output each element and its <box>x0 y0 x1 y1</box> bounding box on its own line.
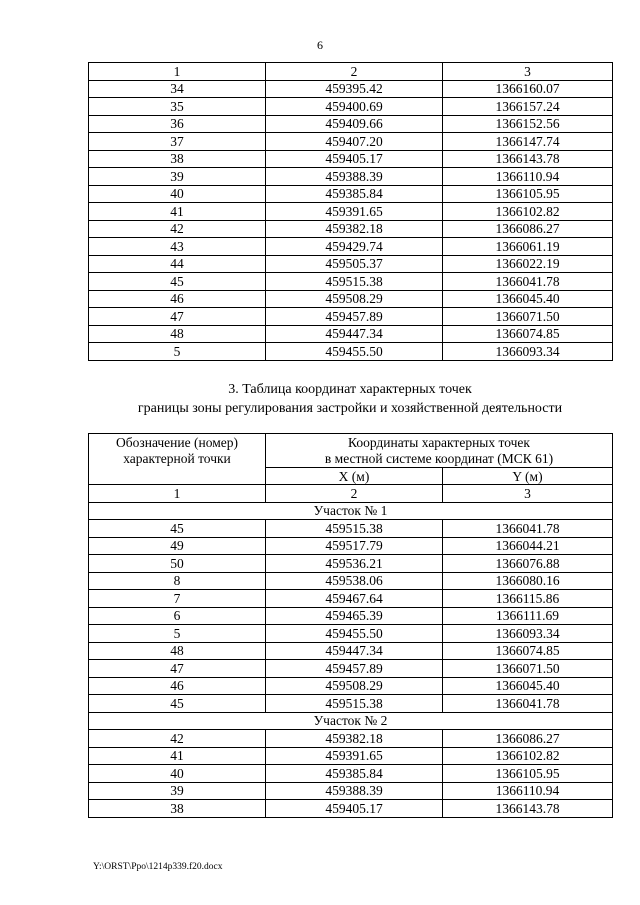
table-row <box>89 607 613 625</box>
x-coordinate: 459385.84 <box>266 765 443 783</box>
y-coordinate: 1366076.88 <box>443 555 613 573</box>
x-coordinate: 459505.37 <box>266 255 443 273</box>
point-number: 38 <box>89 800 266 818</box>
x-coordinate: 459391.65 <box>266 747 443 765</box>
y-coordinate: 1366143.78 <box>443 800 613 818</box>
x-coordinate: 459515.38 <box>266 695 443 713</box>
x-coordinate: 459465.39 <box>266 607 443 625</box>
point-number: 6 <box>89 607 266 625</box>
x-coordinate: 459391.65 <box>266 203 443 221</box>
x-coordinate: 459457.89 <box>266 308 443 326</box>
point-number: 42 <box>89 220 266 238</box>
y-column-header: Y (м) <box>443 468 613 485</box>
x-coordinate: 459538.06 <box>266 572 443 590</box>
y-coordinate: 1366071.50 <box>443 660 613 678</box>
point-number: 7 <box>89 590 266 608</box>
y-coordinate: 1366022.19 <box>443 255 613 273</box>
x-coordinate: 459388.39 <box>266 782 443 800</box>
y-coordinate: 1366044.21 <box>443 537 613 555</box>
table-row <box>89 255 613 273</box>
section-label-row <box>89 502 613 520</box>
point-number: 47 <box>89 660 266 678</box>
point-number: 39 <box>89 168 266 186</box>
section-label-row <box>89 712 613 730</box>
y-coordinate: 1366105.95 <box>443 765 613 783</box>
x-coordinate: 459400.69 <box>266 98 443 116</box>
point-designation-header <box>89 434 266 485</box>
page-number: 6 <box>317 38 323 52</box>
table-row <box>89 660 613 678</box>
table-row <box>89 642 613 660</box>
point-number: 5 <box>89 625 266 643</box>
y-coordinate: 1366111.69 <box>443 607 613 625</box>
point-number: 34 <box>89 80 266 98</box>
table-row <box>89 290 613 308</box>
y-coordinate: 1366105.95 <box>443 185 613 203</box>
point-number: 44 <box>89 255 266 273</box>
x-coordinate: 459467.64 <box>266 590 443 608</box>
table-row <box>89 730 613 748</box>
table-row <box>89 238 613 256</box>
column-numbers-row <box>89 485 613 503</box>
table-row <box>89 625 613 643</box>
x-coordinate: 459447.34 <box>266 642 443 660</box>
table-row <box>89 115 613 133</box>
x-coordinate: 459395.42 <box>266 80 443 98</box>
y-coordinate: 1366086.27 <box>443 220 613 238</box>
x-coordinate: 459447.34 <box>266 325 443 343</box>
coordinates-table-zone <box>88 433 613 818</box>
x-coordinate: 459405.17 <box>266 800 443 818</box>
x-coordinate: 459382.18 <box>266 220 443 238</box>
table-row <box>89 555 613 573</box>
header-line: Обозначение (номер) <box>116 435 238 450</box>
x-coordinate: 459405.17 <box>266 150 443 168</box>
table-row <box>89 800 613 818</box>
point-number: 35 <box>89 98 266 116</box>
y-coordinate: 1366157.24 <box>443 98 613 116</box>
x-coordinate: 459515.38 <box>266 273 443 291</box>
y-coordinate: 1366080.16 <box>443 572 613 590</box>
coordinates-header <box>266 434 613 468</box>
x-coordinate: 459407.20 <box>266 133 443 151</box>
y-coordinate: 1366110.94 <box>443 168 613 186</box>
table-row <box>89 203 613 221</box>
table-row <box>89 677 613 695</box>
y-coordinate: 1366041.78 <box>443 695 613 713</box>
x-coordinate: 459455.50 <box>266 625 443 643</box>
column-number: 2 <box>266 63 443 81</box>
table-row <box>89 308 613 326</box>
y-coordinate: 1366093.34 <box>443 343 613 361</box>
x-coordinate: 459515.38 <box>266 520 443 538</box>
point-number: 50 <box>89 555 266 573</box>
point-number: 40 <box>89 185 266 203</box>
y-coordinate: 1366110.94 <box>443 782 613 800</box>
point-number: 36 <box>89 115 266 133</box>
point-number: 48 <box>89 642 266 660</box>
y-coordinate: 1366045.40 <box>443 290 613 308</box>
table-row <box>89 98 613 116</box>
table-row <box>89 325 613 343</box>
x-coordinate: 459517.79 <box>266 537 443 555</box>
section-label: Участок № 2 <box>89 712 613 730</box>
header-line: характерной точки <box>123 451 231 466</box>
y-coordinate: 1366147.74 <box>443 133 613 151</box>
y-coordinate: 1366093.34 <box>443 625 613 643</box>
point-number: 46 <box>89 677 266 695</box>
x-coordinate: 459388.39 <box>266 168 443 186</box>
table-row <box>89 747 613 765</box>
x-coordinate: 459382.18 <box>266 730 443 748</box>
coordinates-table-continued <box>88 62 613 361</box>
table-body <box>89 63 613 361</box>
point-number: 5 <box>89 343 266 361</box>
point-number: 41 <box>89 203 266 221</box>
table-row <box>89 220 613 238</box>
column-number: 2 <box>266 485 443 503</box>
y-coordinate: 1366045.40 <box>443 677 613 695</box>
y-coordinate: 1366152.56 <box>443 115 613 133</box>
point-number: 49 <box>89 537 266 555</box>
y-coordinate: 1366074.85 <box>443 325 613 343</box>
x-coordinate: 459455.50 <box>266 343 443 361</box>
x-coordinate: 459429.74 <box>266 238 443 256</box>
table-row <box>89 537 613 555</box>
footer-file-path: Y:\ORST\Ppo\1214p339.f20.docx <box>93 862 223 872</box>
point-number: 43 <box>89 238 266 256</box>
table-row <box>89 133 613 151</box>
header-line: в местной системе координат (МСК 61) <box>324 451 554 466</box>
point-number: 48 <box>89 325 266 343</box>
table-row <box>89 343 613 361</box>
point-number: 46 <box>89 290 266 308</box>
table-row <box>89 168 613 186</box>
x-coordinate: 459409.66 <box>266 115 443 133</box>
point-number: 39 <box>89 782 266 800</box>
table-row <box>89 590 613 608</box>
y-coordinate: 1366160.07 <box>443 80 613 98</box>
y-coordinate: 1366071.50 <box>443 308 613 326</box>
point-number: 40 <box>89 765 266 783</box>
y-coordinate: 1366143.78 <box>443 150 613 168</box>
section-label: Участок № 1 <box>89 502 613 520</box>
section-title <box>88 380 612 418</box>
y-coordinate: 1366086.27 <box>443 730 613 748</box>
point-number: 45 <box>89 273 266 291</box>
point-number: 42 <box>89 730 266 748</box>
column-number: 3 <box>443 485 613 503</box>
point-number: 38 <box>89 150 266 168</box>
y-coordinate: 1366061.19 <box>443 238 613 256</box>
y-coordinate: 1366102.82 <box>443 747 613 765</box>
header-row <box>89 434 613 468</box>
column-number: 1 <box>89 63 266 81</box>
column-number: 3 <box>443 63 613 81</box>
x-coordinate: 459385.84 <box>266 185 443 203</box>
y-coordinate: 1366102.82 <box>443 203 613 221</box>
section-title-line: границы зоны регулирования застройки и хозяйственной деятельности <box>137 401 563 416</box>
table-body <box>89 434 613 818</box>
table-row <box>89 185 613 203</box>
table-row <box>89 695 613 713</box>
y-coordinate: 1366041.78 <box>443 273 613 291</box>
point-number: 41 <box>89 747 266 765</box>
table-row <box>89 80 613 98</box>
point-number: 37 <box>89 133 266 151</box>
table-row <box>89 765 613 783</box>
x-coordinate: 459508.29 <box>266 677 443 695</box>
point-number: 45 <box>89 520 266 538</box>
point-number: 45 <box>89 695 266 713</box>
column-number: 1 <box>89 485 266 503</box>
y-coordinate: 1366115.86 <box>443 590 613 608</box>
table-row <box>89 782 613 800</box>
column-numbers-row <box>89 63 613 81</box>
table-row <box>89 520 613 538</box>
section-title-line: 3. Таблица координат характерных точек <box>228 382 472 397</box>
x-coordinate: 459536.21 <box>266 555 443 573</box>
x-coordinate: 459508.29 <box>266 290 443 308</box>
table-row <box>89 273 613 291</box>
table-row <box>89 150 613 168</box>
header-line: Координаты характерных точек <box>348 435 530 450</box>
x-coordinate: 459457.89 <box>266 660 443 678</box>
point-number: 47 <box>89 308 266 326</box>
table-row <box>89 572 613 590</box>
point-number: 8 <box>89 572 266 590</box>
x-column-header: X (м) <box>266 468 443 485</box>
y-coordinate: 1366041.78 <box>443 520 613 538</box>
y-coordinate: 1366074.85 <box>443 642 613 660</box>
